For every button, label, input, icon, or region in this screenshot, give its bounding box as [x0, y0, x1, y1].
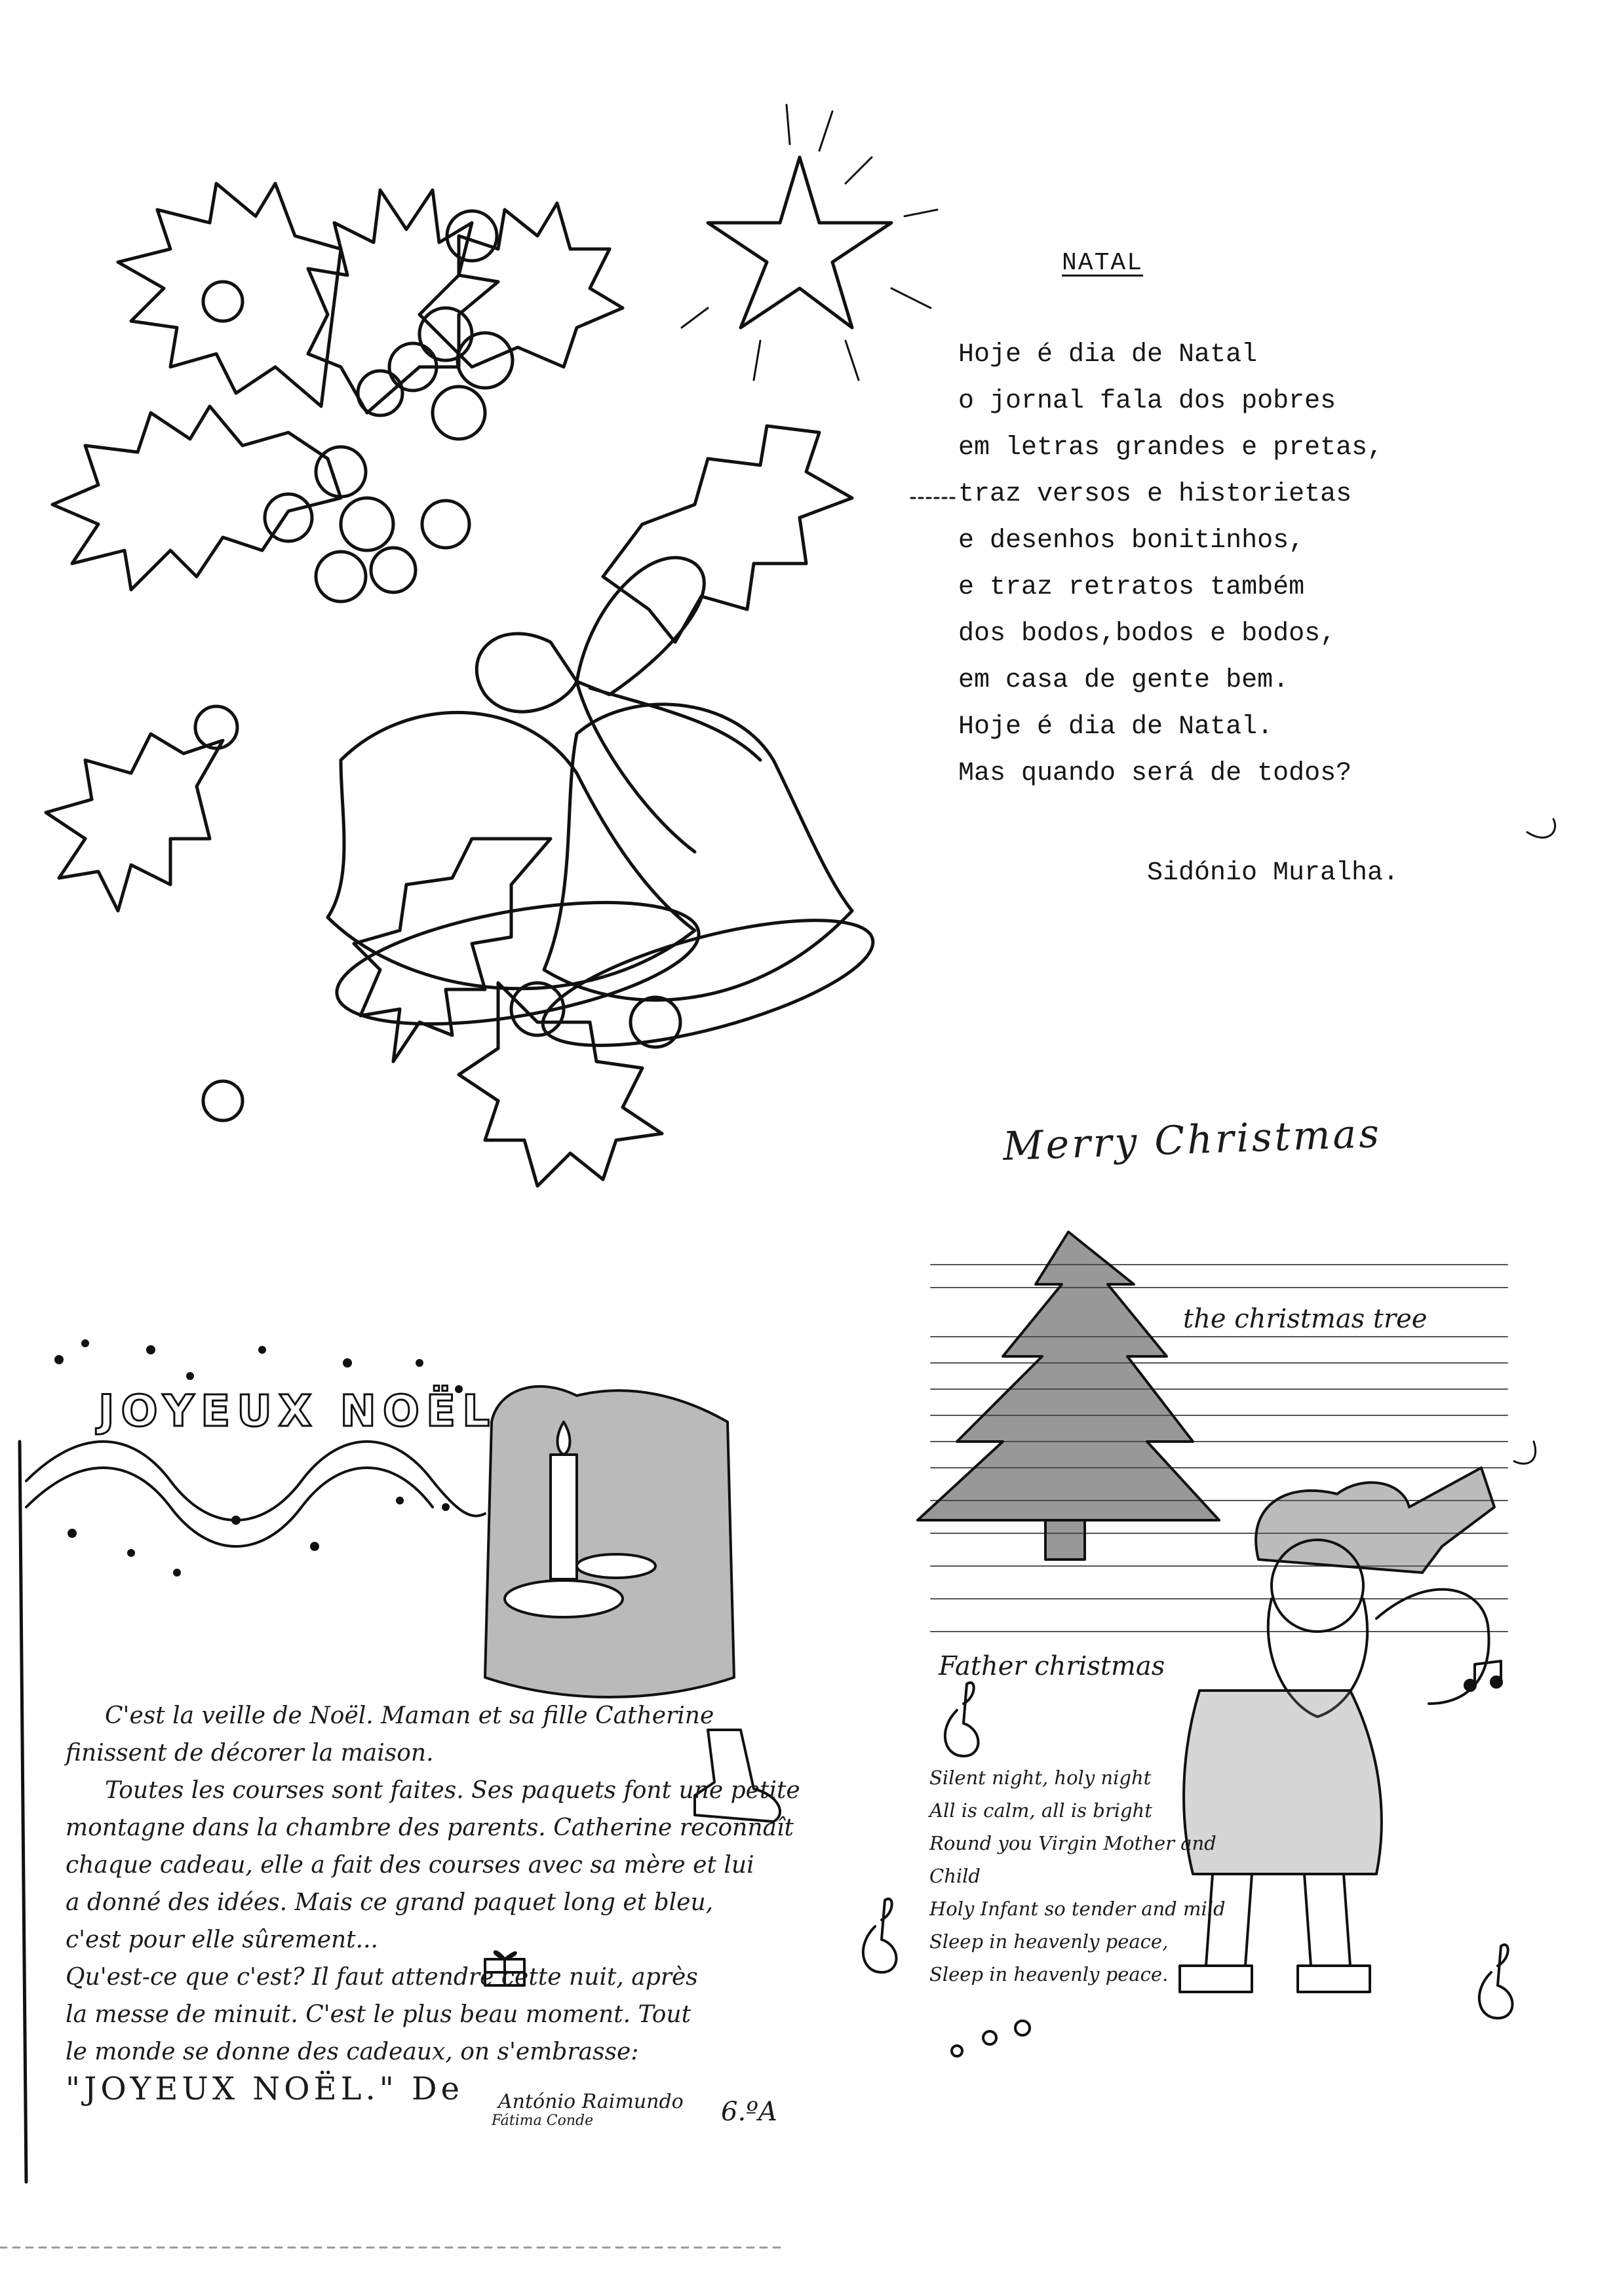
- poem-line: e traz retratos também: [958, 573, 1305, 602]
- joyeux-noel-heading: JOYEUX NOËL: [98, 1386, 497, 1436]
- letter-line: chaque cadeau, elle a fait des courses avec sa mère et lui: [66, 1852, 754, 1879]
- poem-line: e desenhos bonitinhos,: [958, 526, 1305, 556]
- letter-line: a donné des idées. Mais ce grand paquet long et bleu,: [66, 1889, 714, 1916]
- merry-christmas-heading: Merry Christmas: [1002, 1110, 1383, 1170]
- lyric-line: Silent night, holy night: [929, 1767, 1152, 1789]
- bow-loop-right: [577, 558, 704, 695]
- letter-line: C'est la veille de Noël. Maman et sa fille Catherine: [105, 1702, 714, 1729]
- holly-bells-illustration: [46, 183, 884, 1186]
- signature: António Raimundo: [498, 2090, 684, 2113]
- banner-ribbon: [26, 1442, 485, 1520]
- french-letter: [66, 1697, 806, 2108]
- tree-label: the christmas tree: [1183, 1304, 1428, 1334]
- star-icon: [682, 105, 937, 380]
- bow-loop-left: [477, 634, 577, 712]
- holly-leaf-left: [118, 183, 341, 406]
- candle-picture: [485, 1387, 734, 1697]
- poem-lines: [958, 332, 1383, 797]
- bell-right: [544, 704, 852, 1000]
- letter-line: "JOYEUX NOËL." De: [66, 2071, 464, 2107]
- poem-line: dos bodos,bodos e bodos,: [958, 619, 1336, 649]
- poem-line: o jornal fala dos pobres: [958, 387, 1336, 416]
- letter-line: la messe de minuit. C'est le plus beau moment. Tout: [66, 2001, 691, 2028]
- bell-left: [328, 712, 695, 988]
- lyric-line: Round you Virgin Mother and: [929, 1832, 1216, 1854]
- father-christmas-label: Father christmas: [939, 1651, 1165, 1681]
- holly-leaf-bottom-left: [46, 734, 223, 911]
- poem-line: em letras grandes e pretas,: [958, 433, 1384, 463]
- lyric-line: All is calm, all is bright: [929, 1799, 1152, 1822]
- letter-line: c'est pour elle sûrement...: [66, 1926, 378, 1953]
- holly-leaf-top: [308, 190, 498, 413]
- letter-line: Qu'est-ce que c'est? Il faut attendre cette nuit, après: [66, 1964, 698, 1991]
- school-name: Fátima Conde: [492, 2113, 594, 2129]
- lyric-line: Holy Infant so tender and mild: [929, 1898, 1226, 1920]
- letter-line: Toutes les courses sont faites. Ses paquets font une petite: [105, 1777, 800, 1804]
- lyric-line: Sleep in heavenly peace.: [929, 1963, 1169, 1985]
- lyric-line: Child: [929, 1865, 981, 1887]
- poem-line: traz versos e historietas: [958, 480, 1352, 509]
- holly-leaf-far-left: [52, 406, 341, 590]
- poem-line: Hoje é dia de Natal.: [958, 712, 1274, 742]
- poem-line: em casa de gente bem.: [958, 666, 1289, 695]
- letter-line: le monde se donne des cadeaux, on s'embrasse:: [66, 2038, 639, 2065]
- lyric-line: Sleep in heavenly peace,: [929, 1930, 1169, 1953]
- poem-line: Mas quando será de todos?: [958, 759, 1352, 788]
- letter-line: montagne dans la chambre des parents. Catherine reconnaît: [66, 1814, 794, 1841]
- silent-night-lyrics: [929, 1761, 1519, 1991]
- poem-author: Sidónio Muralha.: [1147, 858, 1399, 888]
- letter-line: finissent de décorer la maison.: [66, 1740, 434, 1767]
- treble-clef-icon-1: [945, 1683, 979, 1756]
- candle: [551, 1455, 577, 1579]
- poem-line: Hoje é dia de Natal: [958, 340, 1258, 370]
- holly-leaf-right: [603, 426, 852, 642]
- bell-left-mouth: [328, 880, 707, 1047]
- dot-icon: [952, 2046, 962, 2056]
- bell-right-mouth: [532, 894, 885, 1071]
- class-grade: 6.ºA: [721, 2097, 777, 2127]
- poem-title: NATAL: [1062, 249, 1144, 277]
- treble-clef-icon-2: [863, 1899, 897, 1972]
